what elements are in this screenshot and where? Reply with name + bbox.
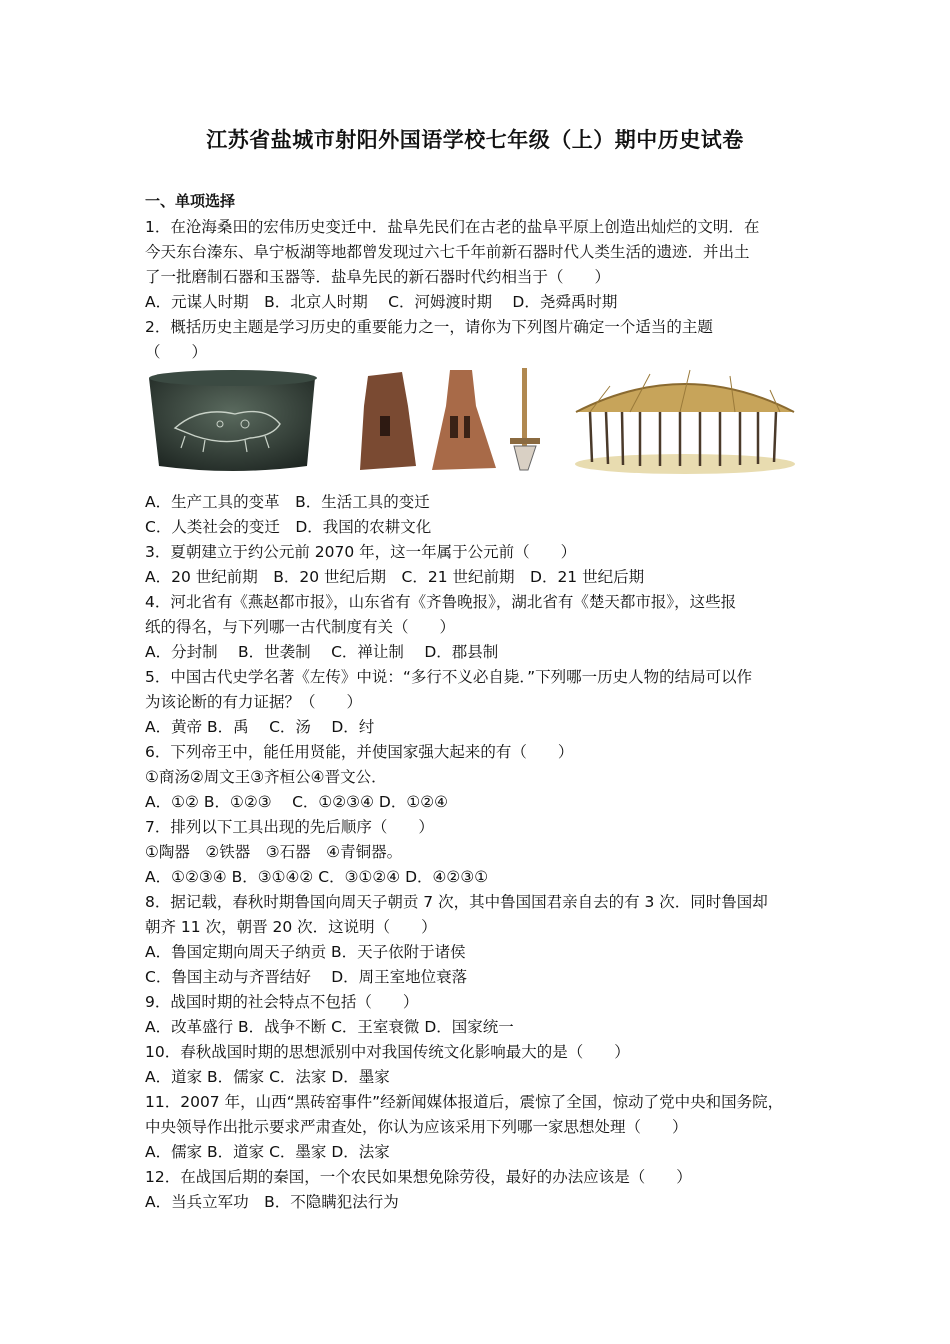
text-line: 了一批磨制石器和玉器等．盐阜先民的新石器时代约相当于（ ） <box>145 268 611 286</box>
text-line: 9．战国时期的社会特点不包括（ ） <box>145 993 419 1011</box>
text-line: 11．2007 年，山西“黑砖窑事件”经新闻媒体报道后，震惊了全国，惊动了党中央和国务院， <box>145 1093 784 1111</box>
question-2-figures <box>145 366 800 476</box>
text-line: 7．排列以下工具出现的先后顺序（ ） <box>145 818 434 836</box>
text-line: 8．据记载，春秋时期鲁国向周天子朝贡 7 次，其中鲁国国君亲自去的有 3 次．同时鲁国却 <box>145 893 768 911</box>
text-line: A．改革盛行 B．战争不断 C．王室衰微 D．国家统一 <box>145 1018 514 1036</box>
text-line: A．当兵立军功 B．不隐瞒犯法行为 <box>145 1193 399 1211</box>
text-line: 3．夏朝建立于约公元前 2070 年，这一年属于公元前（ ） <box>145 543 577 561</box>
text-line: 6．下列帝王中，能任用贤能，并使国家强大起来的有（ ） <box>145 743 574 761</box>
text-line: 2．概括历史主题是学习历史的重要能力之一，请你为下列图片确定一个适当的主题 <box>145 318 713 336</box>
text-line: 中央领导作出批示要求严肃查处，你认为应该采用下列哪一家思想处理（ ） <box>145 1118 688 1136</box>
thatched-house-image <box>570 366 800 476</box>
text-line: 纸的得名，与下列哪一古代制度有关（ ） <box>145 618 456 636</box>
engraved-stone-bowl-image <box>145 366 320 476</box>
text-line: C．人类社会的变迁 D．我国的农耕文化 <box>145 518 432 536</box>
text-line: A．儒家 B．道家 C．墨家 D．法家 <box>145 1143 390 1161</box>
text-line: A．①② B．①②③ C．①②③④ D．①②④ <box>145 793 449 811</box>
text-line: ①陶器 ②铁器 ③石器 ④青铜器。 <box>145 843 403 861</box>
section-heading: 一、单项选择 <box>145 192 236 210</box>
text-line: A．黄帝 B．禹 C．汤 D．纣 <box>145 718 375 736</box>
text-line: 4．河北省有《燕赵都市报》，山东省有《齐鲁晚报》，湖北省有《楚天都市报》，这些报 <box>145 593 737 611</box>
text-line: ①商汤②周文王③齐桓公④晋文公． <box>145 768 387 786</box>
page-title: 江苏省盐城市射阳外国语学校七年级（上）期中历史试卷 <box>206 128 744 152</box>
text-line: A．20 世纪前期 B．20 世纪后期 C．21 世纪前期 D．21 世纪后期 <box>145 568 645 586</box>
text-line: 10．春秋战国时期的思想派别中对我国传统文化影响最大的是（ ） <box>145 1043 630 1061</box>
text-line: A．分封制 B．世袭制 C．禅让制 D．郡县制 <box>145 643 499 661</box>
text-line: 5．中国古代史学名著《左传》中说：“多行不义必自毙．”下列哪一历史人物的结局可以作 <box>145 668 753 686</box>
text-line: 12．在战国后期的秦国，一个农民如果想免除劳役，最好的办法应该是（ ） <box>145 1168 692 1186</box>
text-line: A．①②③④ B．③①④② C．③①②④ D．④②③① <box>145 868 489 886</box>
text-line: 为该论断的有力证据？（ ） <box>145 693 363 711</box>
text-line: 今天东台溱东、阜宁板湖等地都曾发现过六七千年前新石器时代人类生活的遗迹．并出土 <box>145 243 750 261</box>
text-line: C．鲁国主动与齐晋结好 D．周王室地位衰落 <box>145 968 468 986</box>
text-line: A．元谋人时期 B．北京人时期 C．河姆渡时期 D．尧舜禹时期 <box>145 293 618 311</box>
text-line: A．鲁国定期向周天子纳贡 B．天子依附于诸侯 <box>145 943 466 961</box>
text-line: 朝齐 11 次，朝晋 20 次．这说明（ ） <box>145 918 437 936</box>
text-line: A．生产工具的变革 B．生活工具的变迁 <box>145 493 430 511</box>
bone-spade-tools-image <box>350 366 560 476</box>
text-line: A．道家 B．儒家 C．法家 D．墨家 <box>145 1068 390 1086</box>
text-line: 1．在沧海桑田的宏伟历史变迁中．盐阜先民们在古老的盐阜平原上创造出灿烂的文明．在 <box>145 218 760 236</box>
text-line: （ ） <box>145 343 208 361</box>
